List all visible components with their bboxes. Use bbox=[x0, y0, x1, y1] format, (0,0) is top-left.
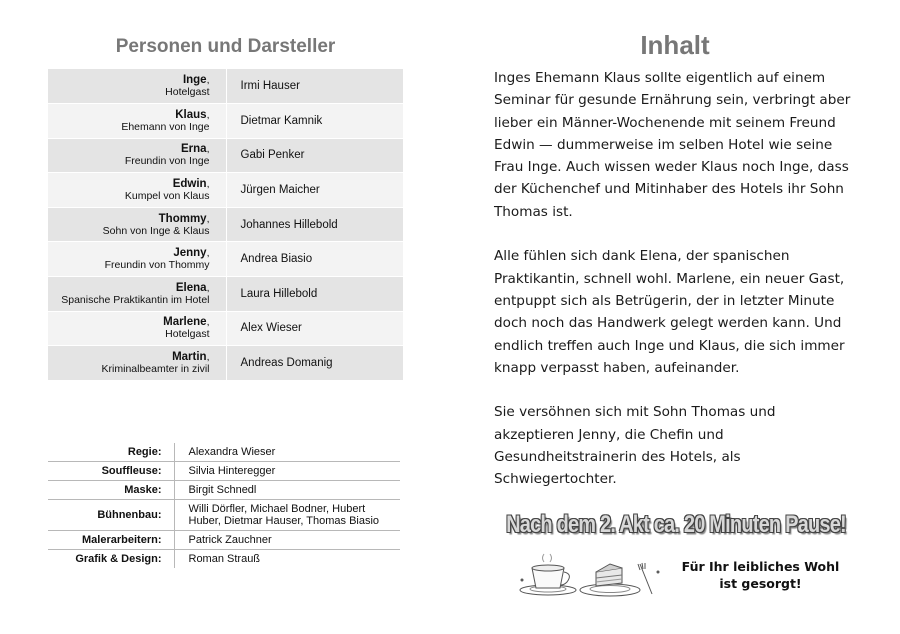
crew-member: Patrick Zauchner bbox=[174, 531, 400, 550]
cast-row bbox=[48, 277, 403, 312]
cast-role: Inge, Hotelgast bbox=[48, 69, 226, 104]
crew-role: Malerarbeitern: bbox=[48, 531, 174, 550]
cast-row bbox=[48, 311, 403, 346]
crew-role: Regie: bbox=[48, 443, 174, 462]
content-paragraph: Inges Ehemann Klaus sollte eigentlich auf einem Seminar für gesunde Ernährung sein, verbringt aber lieber ein Männer-Wochenende mit seinem Freund Edwin — dummerweise im selben Hotel wie seine Frau Inge. Auch wissen weder Klaus noch Inge, dass der Küchenchef und Mitinhaber des Hotels ihr Sohn Thomas ist. bbox=[494, 70, 851, 220]
actor-name: Alex Wieser bbox=[226, 311, 403, 346]
crew-role: Souffleuse: bbox=[48, 462, 174, 481]
role-name: Elena bbox=[175, 281, 207, 294]
cast-row bbox=[48, 207, 403, 242]
crew-member: Alexandra Wieser bbox=[188, 446, 276, 458]
role-description: Ehemann von Inge bbox=[121, 120, 210, 133]
actor-name: Andrea Biasio bbox=[226, 242, 403, 277]
role-description: Freundin von Thommy bbox=[104, 259, 210, 272]
food-note-line: ist gesorgt! bbox=[719, 576, 802, 591]
food-note bbox=[668, 558, 853, 592]
role-description: Spanische Praktikantin im Hotel bbox=[61, 293, 210, 306]
crew-member: Silvia Hinteregger bbox=[174, 462, 400, 481]
role-description: Kumpel von Klaus bbox=[124, 190, 210, 203]
cast-role: Thommy, Sohn von Inge & Klaus bbox=[48, 207, 226, 242]
crew-row bbox=[48, 500, 400, 531]
role-description: Freundin von Inge bbox=[124, 155, 210, 168]
role-name: Marlene bbox=[163, 316, 207, 329]
crew-row bbox=[48, 531, 400, 550]
role-name: Martin bbox=[172, 351, 207, 364]
cast-row bbox=[48, 242, 403, 277]
actor-name: Johannes Hillebold bbox=[226, 207, 403, 242]
cast-title: Personen und Darsteller bbox=[115, 36, 336, 57]
cast-row bbox=[48, 104, 403, 139]
actor-name: Jürgen Maicher bbox=[226, 173, 403, 208]
crew-member: Birgit Schnedl bbox=[174, 481, 400, 500]
cast-role: Elena, Spanische Praktikantin im Hotel bbox=[48, 277, 226, 312]
cast-row bbox=[48, 346, 403, 381]
content-paragraph: Alle fühlen sich dank Elena, der spanischen Praktikantin, schnell wohl. Marlene, ein neuer Gast, entpuppt sich als Betrügerin, der in letzter Minute doch noch das Handwerk gelegt werden kann. Und endlich treffen auch Inge und Klaus, die sich immer knapp verpasst haben, aufeinander. bbox=[494, 248, 845, 376]
role-description: Sohn von Inge & Klaus bbox=[102, 224, 210, 237]
actor-name: Irmi Hauser bbox=[226, 69, 403, 104]
role-description: Hotelgast bbox=[165, 328, 210, 341]
crew-role: Grafik & Design: bbox=[48, 550, 174, 569]
role-description: Hotelgast bbox=[165, 86, 210, 99]
cast-role: Martin, Kriminalbeamter in zivil bbox=[48, 346, 226, 381]
crew-member: Roman Strauß bbox=[174, 550, 400, 569]
actor-name: Gabi Penker bbox=[226, 138, 403, 173]
cast-role: Erna, Freundin von Inge bbox=[48, 138, 226, 173]
content-title: Inhalt bbox=[640, 30, 710, 60]
crew-table bbox=[48, 443, 400, 568]
crew-row bbox=[48, 550, 400, 569]
crew-member: Willi Dörfler, Michael Bodner, Hubert Huber, Dietmar Hauser, Thomas Biasio bbox=[174, 500, 400, 531]
cast-role: Klaus, Ehemann von Inge bbox=[48, 104, 226, 139]
actor-name: Andreas Domanig bbox=[226, 346, 403, 381]
coffee-cake-sketch-icon bbox=[514, 550, 664, 600]
crew-row bbox=[48, 443, 400, 462]
role-description: Kriminalbeamter in zivil bbox=[101, 363, 210, 376]
crew-role: Bühnenbau: bbox=[48, 500, 174, 531]
role-name: Klaus bbox=[175, 108, 207, 121]
cast-row bbox=[48, 69, 403, 104]
content-paragraph: Sie versöhnen sich mit Sohn Thomas und akzeptieren Jenny, die Chefin und Gesundheitstrainerin des Hotels, als Schwiegertochter. bbox=[494, 404, 776, 488]
pause-banner: Nach dem 2. Akt ca. 20 Minuten Pause! bbox=[506, 511, 846, 538]
crew-row bbox=[48, 462, 400, 481]
food-note-line: Für Ihr leibliches Wohl bbox=[681, 559, 840, 574]
cast-role: Edwin, Kumpel von Klaus bbox=[48, 173, 226, 208]
crew-role: Maske: bbox=[48, 481, 174, 500]
cast-table bbox=[48, 69, 403, 380]
cast-role: Jenny, Freundin von Thommy bbox=[48, 242, 226, 277]
role-name: Edwin bbox=[172, 178, 207, 191]
actor-name: Dietmar Kamnik bbox=[226, 104, 403, 139]
cast-row bbox=[48, 173, 403, 208]
content-text bbox=[494, 67, 856, 513]
cast-row bbox=[48, 138, 403, 173]
role-name: Inge bbox=[182, 74, 207, 87]
role-name: Thommy bbox=[158, 212, 207, 225]
role-name: Erna bbox=[181, 143, 207, 156]
role-name: Jenny bbox=[173, 247, 207, 260]
actor-name: Laura Hillebold bbox=[226, 277, 403, 312]
cast-role: Marlene, Hotelgast bbox=[48, 311, 226, 346]
crew-row bbox=[48, 481, 400, 500]
